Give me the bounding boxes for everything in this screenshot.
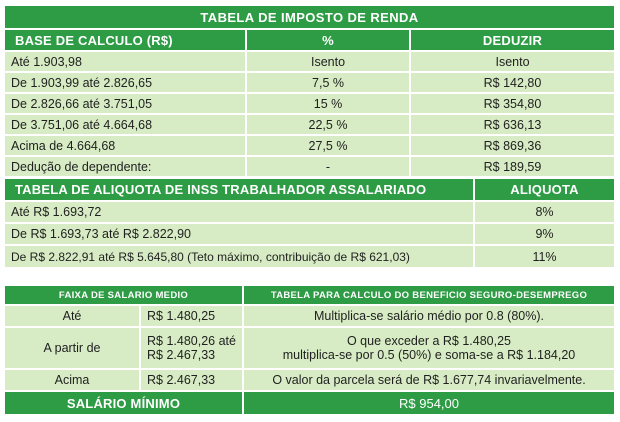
unemployment-value-line: R$ 1.480,25 (147, 309, 216, 323)
minimum-wage-value: R$ 954,00 (244, 392, 614, 414)
inss-rate-header: ALIQUOTA (475, 179, 614, 200)
unemployment-row-rule (244, 370, 614, 390)
income-tax-row-rate: 22,5 % (247, 115, 409, 134)
inss-row-rate: 8% (475, 202, 614, 222)
inss-row-range: Até R$ 1.693,72 (5, 202, 473, 222)
inss-row-rate: 11% (475, 246, 614, 267)
unemployment-row-rule (244, 306, 614, 326)
income-tax-row-deduct: R$ 354,80 (411, 94, 614, 113)
inss-row-range: De R$ 2.822,91 até R$ 5.645,80 (Teto máximo, contribuição de R$ 621,03) (5, 246, 473, 267)
income-tax-row-base: De 1.903,99 até 2.826,65 (5, 73, 245, 92)
inss-title: TABELA DE ALIQUOTA DE INSS TRABALHADOR ASSALARIADO (5, 179, 473, 200)
income-tax-row-deduct: R$ 636,13 (411, 115, 614, 134)
minimum-wage-label: SALÁRIO MÍNIMO (5, 392, 242, 414)
income-tax-row-base: Acima de 4.664,68 (5, 136, 245, 155)
unemployment-row-value (141, 328, 242, 368)
income-tax-row-rate: - (247, 157, 409, 176)
income-tax-title: TABELA DE IMPOSTO DE RENDA (5, 6, 614, 28)
income-tax-row-base: Dedução de dependente: (5, 157, 245, 176)
unemployment-value-line: R$ 1.480,26 até (147, 334, 236, 348)
income-tax-row-rate: 7,5 % (247, 73, 409, 92)
income-tax-rate-header: % (247, 30, 409, 50)
unemployment-row-label: Acima (5, 370, 139, 390)
income-tax-row-deduct: Isento (411, 52, 614, 71)
income-tax-row-rate: Isento (247, 52, 409, 71)
income-tax-row-base: De 3.751,06 até 4.664,68 (5, 115, 245, 134)
inss-row-rate: 9% (475, 224, 614, 244)
unemployment-row-label: Até (5, 306, 139, 326)
unemployment-range-header: FAIXA DE SALARIO MEDIO (5, 286, 242, 304)
income-tax-base-header: BASE DE CALCULO (R$) (5, 30, 245, 50)
unemployment-rule-line: Multiplica-se salário médio por 0.8 (80%). (314, 309, 544, 323)
income-tax-row-deduct: R$ 869,36 (411, 136, 614, 155)
unemployment-rule-line: O que exceder a R$ 1.480,25 (346, 334, 511, 348)
inss-row-range: De R$ 1.693,73 até R$ 2.822,90 (5, 224, 473, 244)
unemployment-value-line: R$ 2.467,33 (147, 348, 216, 362)
unemployment-row-rule (244, 328, 614, 368)
income-tax-row-base: De 2.826,66 até 3.751,05 (5, 94, 245, 113)
income-tax-row-rate: 27,5 % (247, 136, 409, 155)
unemployment-row-label: A partir de (5, 328, 139, 368)
unemployment-rule-line: multiplica-se por 0.5 (50%) e soma-se a R$ 1.184,20 (282, 348, 576, 362)
unemployment-rule-line: O valor da parcela será de R$ 1.677,74 invariavelmente. (272, 373, 586, 387)
unemployment-value-line: R$ 2.467,33 (147, 373, 216, 387)
unemployment-row-value (141, 306, 242, 326)
unemployment-calc-header: TABELA PARA CALCULO DO BENEFICIO SEGURO-DESEMPREGO (244, 286, 614, 304)
unemployment-row-value (141, 370, 242, 390)
income-tax-row-rate: 15 % (247, 94, 409, 113)
income-tax-deduct-header: DEDUZIR (411, 30, 614, 50)
income-tax-row-deduct: R$ 189,59 (411, 157, 614, 176)
income-tax-row-deduct: R$ 142,80 (411, 73, 614, 92)
income-tax-row-base: Até 1.903,98 (5, 52, 245, 71)
